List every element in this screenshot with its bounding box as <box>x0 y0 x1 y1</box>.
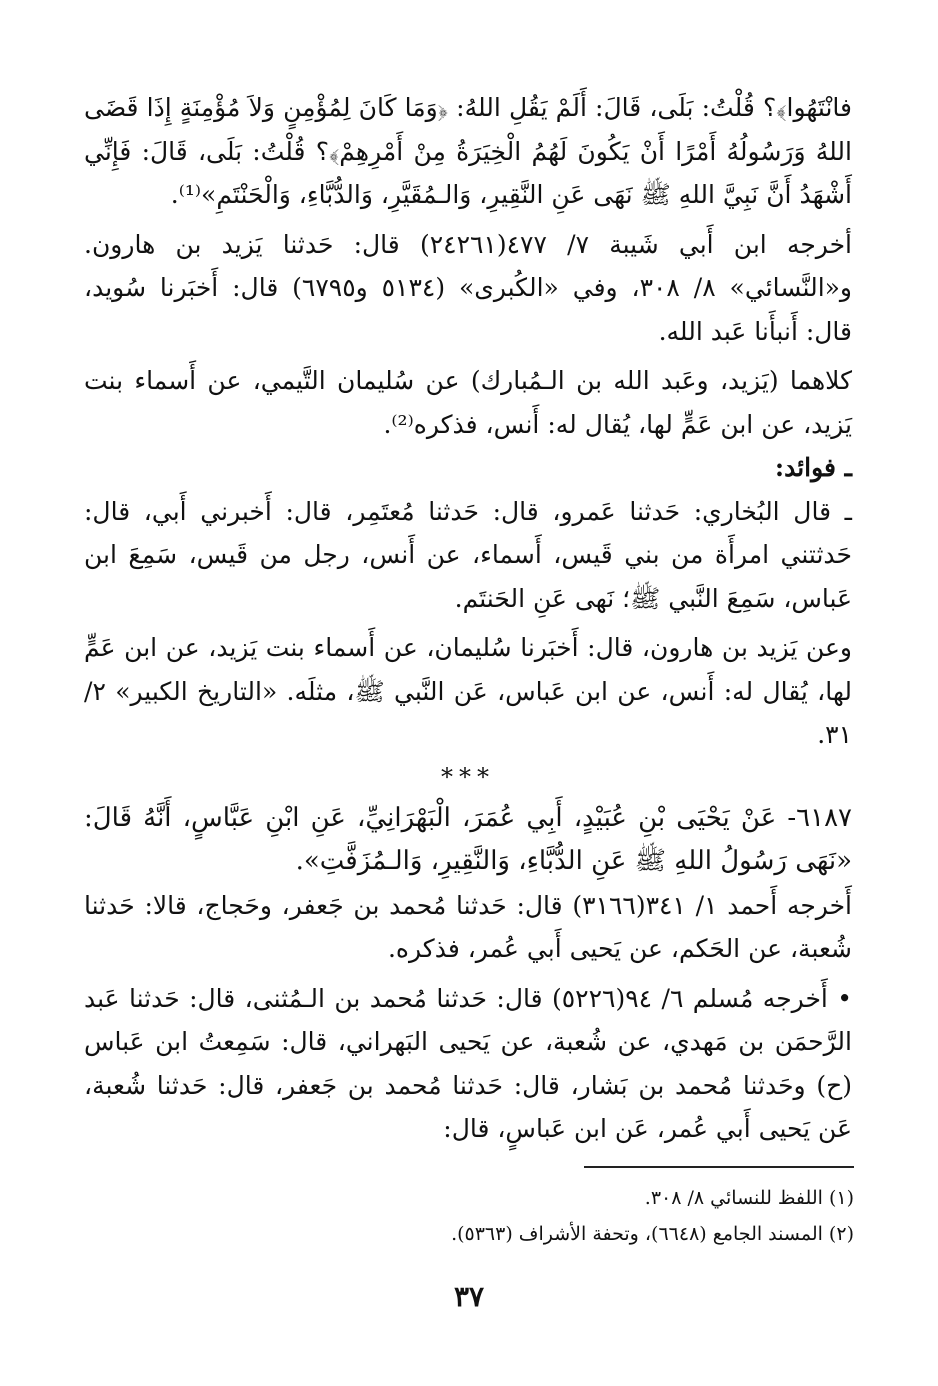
fawaid-yazid: وعن يَزيد بن هارون، قال: أَخبَرنا سُليمان، عن أَسماء بنت يَزيد، عن ابن عَمٍّ لها، يُقال له: أَنس، عن ابن عَباس، عَن النَّبي ﷺ، مثلَه. «التاريخ الكبير» ٢/ ٣١. <box>84 633 852 749</box>
takhrij-paragraph-1: أخرجه ابن أَبي شَيبة ٧/ ٤٧٧(٢٤٢٦١) قال: حَدثنا يَزيد بن هارون. و«النَّسائي» ٨/ ٣٠٨، وفي «الكُبرى» (٥١٣٤ و٦٧٩٥) قال: أَخبَرنا سُويد، قال: أَنبأَنا عَبد الله. <box>84 229 853 346</box>
page-number: ٣٧ <box>453 1280 485 1313</box>
footnote-1: (١) اللفظ للنسائي ٨/ ٣٠٨. <box>644 1187 854 1209</box>
hadith-continuation: فانْتَهُوا﴾؟ قُلْتُ: بَلَى، قَالَ: أَلَمْ يَقُلِ اللهُ: ﴿وَمَا كَانَ لِمُؤْمِنٍ وَلاَ مُؤْمِنَةٍ إِذَا قَضَى اللهُ وَرَسُولُهُ أَمْرًا أَنْ يَكُونَ لَهُمُ الْخِيَرَةُ مِنْ أَمْرِهِمْ﴾؟ قُلْتُ: بَلَى، قَالَ: فَإِنِّي أَشْهَدُ أَنَّ نَبِيَّ اللهِ ﷺ نَهَى عَنِ النَّقِيرِ، وَالـمُقَيَّرِ، وَالدُّبَّاءِ، وَالْحَنْتَمِ»⁽¹⁾. <box>84 93 852 209</box>
takhrij-ahmad: أَخرجه أَحمد ١/ ٣٤١(٣١٦٦) قال: حَدثنا مُحمد بن جَعفر، وحَجاج، قالا: حَدثنا شُعبة، عن الحَكم، عن يَحيى أَبي عُمر، فذكره. <box>84 890 852 963</box>
isnad-summary: كلاهما (يَزيد، وعَبد الله بن الـمُبارك) عن سُليمان التَّيمي، عن أَسماء بنت يَزيد، عن ابن عَمٍّ لها، يُقال له: أَنس، فذكره⁽²⁾. <box>84 366 852 439</box>
footnote-2: (٢) المسند الجامع (٦٦٤٨)، وتحفة الأشراف (٥٣٦٣). <box>451 1223 854 1245</box>
takhrij-muslim: • أَخرجه مُسلم ٦/ ٩٤(٥٢٢٦) قال: حَدثنا مُحمد بن الـمُثنى، قال: حَدثنا عَبد الرَّحمَن بن مَهدي، عن شُعبة، عن يَحيى البَهراني، قال: سَمِعتُ ابن عَباس (ح) وحَدثنا مُحمد بن بَشار، قال: حَدثنا مُحمد بن جَعفر، قال: حَدثنا شُعبة، عَن يَحيى أَبي عُمر، عَن ابن عَباسٍ، قال: <box>84 983 853 1143</box>
fawaid-bukhari: ـ قال البُخاري: حَدثنا عَمرو، قال: حَدثنا مُعتَمِر، قال: أَخبرني أَبي، قال: حَدثتني امرأَة من بني قَيس، أَسماء، عن أَنس، رجل من قَيس، سَمِعَ ابن عَباس، سَمِعَ النَّبي ﷺ؛ نَهى عَنِ الحَنتَم. <box>84 496 852 613</box>
fawaid-heading: ـ فوائد: <box>774 453 852 482</box>
hadith-6187: ٦١٨٧- عَنْ يَحْيَى بْنِ عُبَيْدٍ، أَبِي عُمَرَ، الْبَهْرَانِيِّ، عَنِ ابْنِ عَبَّاسٍ، أَنَّهُ قَالَ: «نَهَى رَسُولُ اللهِ ﷺ عَنِ الدُّبَّاءِ، وَالنَّقِيرِ، وَالـمُزَفَّتِ». <box>84 802 852 876</box>
section-separator: *** <box>441 762 495 791</box>
footnotes <box>84 1180 854 1252</box>
footnote-divider <box>584 1166 854 1168</box>
